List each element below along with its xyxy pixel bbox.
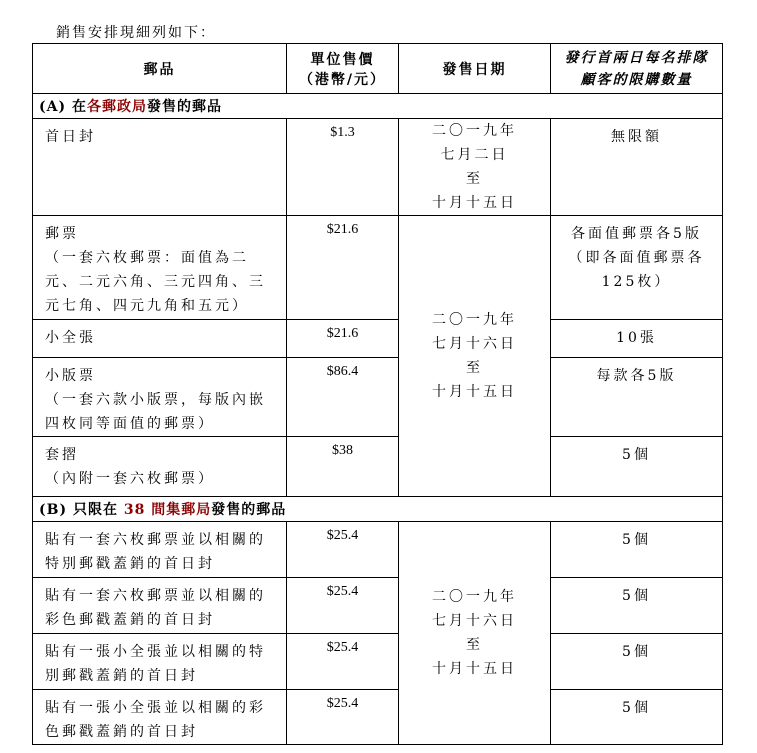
quota-cell: 5個: [551, 437, 723, 497]
quota-cell: 5個: [551, 634, 723, 690]
header-date: 發售日期: [399, 44, 551, 94]
quota-cell: 各面值郵票各5版（即各面值郵票各125枚）: [551, 216, 723, 320]
date-cell: 二〇一九年 七月二日 至 十月十五日: [399, 119, 551, 216]
section-b-row: [33, 497, 723, 522]
intro-text: 銷售安排現細列如下：: [56, 25, 216, 41]
price-cell: $21.6: [287, 320, 399, 358]
quota-cell: 5個: [551, 578, 723, 634]
quota-cell: 5個: [551, 690, 723, 745]
table-row: [33, 522, 723, 578]
item-cell: 貼有一套六枚郵票並以相關的彩色郵戳蓋銷的首日封: [33, 578, 287, 634]
quota-cell: 無限額: [551, 119, 723, 216]
price-cell: $21.6: [287, 216, 399, 320]
table-row: [33, 690, 723, 745]
item-cell: 首日封: [33, 119, 287, 216]
table-row: [33, 437, 723, 497]
section-a-row: [33, 94, 723, 119]
price-cell: $1.3: [287, 119, 399, 216]
quota-cell: 10張: [551, 320, 723, 358]
table-row: [33, 358, 723, 437]
header-item: 郵品: [33, 44, 287, 94]
price-cell: $25.4: [287, 578, 399, 634]
price-cell: $25.4: [287, 634, 399, 690]
quota-cell: 5個: [551, 522, 723, 578]
item-cell: 貼有一張小全張並以相關的彩色郵戳蓋銷的首日封: [33, 690, 287, 745]
price-cell: $38: [287, 437, 399, 497]
price-cell: $25.4: [287, 690, 399, 745]
item-cell: 套摺 （內附一套六枚郵票）: [33, 437, 287, 497]
header-price: 單位售價 （港幣/元）: [287, 44, 399, 94]
table-row: [33, 216, 723, 320]
table-row: [33, 634, 723, 690]
item-cell: 貼有一套六枚郵票並以相關的特別郵戳蓋銷的首日封: [33, 522, 287, 578]
table-row: [33, 320, 723, 358]
price-cell: $86.4: [287, 358, 399, 437]
quota-cell: 每款各5版: [551, 358, 723, 437]
sales-table: [32, 43, 723, 745]
section-a-title: (A) 在各郵政局發售的郵品: [33, 94, 723, 119]
header-row: [33, 44, 723, 94]
section-b-title: (B) 只限在 38 間集郵局發售的郵品: [33, 497, 723, 522]
price-cell: $25.4: [287, 522, 399, 578]
date-cell: 二〇一九年 七月十六日 至 十月十五日: [399, 522, 551, 745]
item-cell: 小全張: [33, 320, 287, 358]
date-cell: 二〇一九年 七月十六日 至 十月十五日: [399, 216, 551, 497]
item-cell: 貼有一張小全張並以相關的特別郵戳蓋銷的首日封: [33, 634, 287, 690]
table-row: [33, 119, 723, 216]
header-quota: 發行首兩日每名排隊顧客的限購數量: [551, 44, 723, 94]
item-cell: 郵票 （一套六枚郵票：面值為二元、二元六角、三元四角、三元七角、四元九角和五元）: [33, 216, 287, 320]
item-cell: 小版票 （一套六款小版票，每版內嵌四枚同等面值的郵票）: [33, 358, 287, 437]
table-row: [33, 578, 723, 634]
